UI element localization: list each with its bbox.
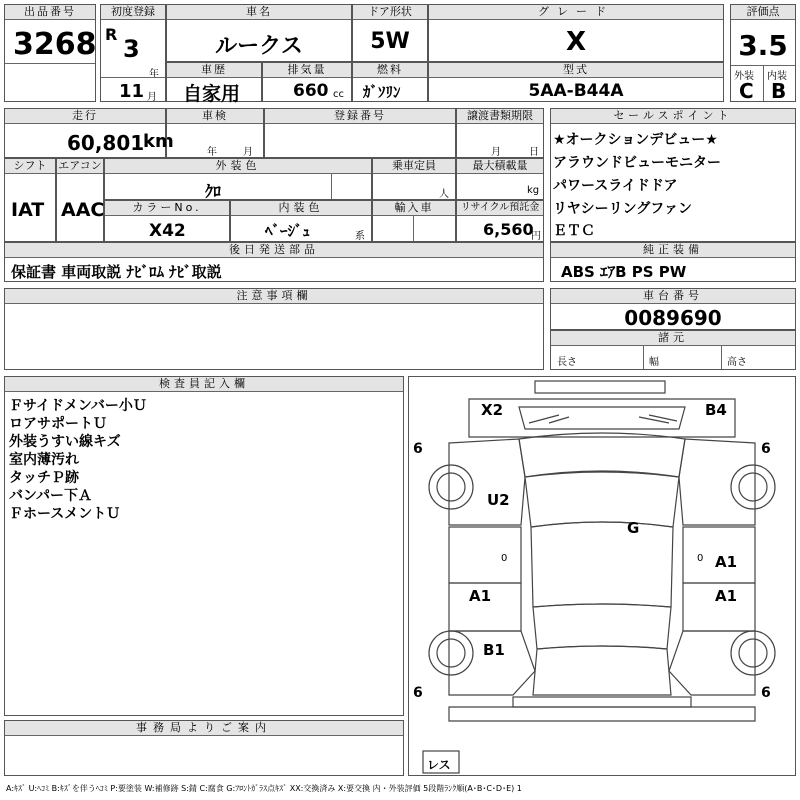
- model-value: 5AA-B44A: [528, 81, 624, 101]
- transfer-label: 譲渡書類期限: [457, 109, 543, 124]
- mileage-value: 60,801: [67, 131, 145, 155]
- dims-label: 諸元: [551, 331, 795, 346]
- inspection-month-unit: 月: [243, 147, 253, 158]
- reg-no-label: 登録番号: [265, 109, 455, 124]
- damage-mark: A1: [715, 587, 738, 605]
- fuel-label: 燃料: [353, 63, 427, 78]
- tire-tread-fr: 6: [761, 441, 771, 457]
- fuel-box: [352, 62, 428, 102]
- shift-box: [4, 158, 56, 242]
- sales-point-item: ★オークションデビュー★: [553, 132, 718, 148]
- color-no-value: X42: [149, 221, 186, 241]
- color-no-label: カラーNo.: [105, 201, 229, 216]
- model-box: [428, 62, 724, 102]
- equipment-value: ABS ｴｱB PS PW: [561, 263, 687, 281]
- first-reg-year-unit: 年: [149, 69, 159, 80]
- chassis-value: 0089690: [624, 306, 722, 330]
- grade-label: グレード: [429, 5, 723, 20]
- damage-mark: X2: [481, 401, 504, 419]
- chassis-box: [550, 288, 796, 330]
- sales-point-item: アラウンドビューモニター: [553, 155, 721, 171]
- import-label: 輸入車: [373, 201, 455, 216]
- model-label: 型式: [429, 63, 723, 78]
- notes-box: [4, 288, 544, 370]
- history-label: 車歴: [167, 63, 261, 78]
- recycle-unit: 円: [531, 231, 541, 242]
- ac-label: エアコン: [58, 159, 102, 172]
- equipment-box: [550, 242, 796, 282]
- car-outline-diagram: [409, 377, 795, 775]
- inspector-line: 外装うすい線キズ: [9, 434, 121, 450]
- chassis-label: 車台番号: [551, 289, 795, 304]
- legend: A:ｷｽﾞ U:ﾍｺﾐ B:ｷｽﾞを伴うﾍｺﾐ P:要塗装 W:補修跡 S:錆 C:腐食 G:ﾌﾛﾝﾄｶﾞﾗｽ点ｷｽﾞ XX:交換済み X:要交換 内・外装評価 5段階ﾗﾝｸ順(A･B･C･D･E) 1: [6, 784, 522, 793]
- equipment-label: 純正装備: [551, 243, 795, 258]
- inspection-label: 車検: [167, 109, 263, 124]
- ac-value: AAC: [61, 199, 105, 221]
- car-name-box: [166, 4, 352, 62]
- damage-mark: A1: [715, 553, 738, 571]
- door-box: [352, 4, 428, 62]
- later-parts-box: [4, 242, 544, 282]
- inspector-line: バンパー下Ａ: [9, 488, 93, 504]
- capacity-unit: 人: [439, 189, 449, 200]
- later-parts-value: 保証書 車両取説 ﾅﾋﾞﾛﾑ ﾅﾋﾞ取説: [11, 263, 222, 281]
- first-reg-label: 初度登録: [101, 5, 165, 20]
- displacement-box: [262, 62, 352, 102]
- office-box: [4, 720, 404, 776]
- int-score-label: 内装: [767, 71, 787, 82]
- int-score-value: B: [771, 79, 787, 103]
- transfer-box: [456, 108, 544, 158]
- spare-tire-status: レス: [427, 758, 451, 772]
- max-load-unit: kg: [527, 185, 540, 196]
- inspector-line: 室内薄汚れ: [9, 452, 79, 468]
- first-reg-month: 11: [119, 81, 145, 102]
- inspection-year-unit: 年: [207, 147, 217, 158]
- damage-mark: G: [627, 519, 640, 537]
- damage-mark: U2: [487, 491, 510, 509]
- sales-point-item: ＥＴＣ: [553, 223, 595, 239]
- inspection-box: [166, 108, 264, 158]
- lot-number: 3268: [13, 27, 97, 62]
- shift-value: IAT: [11, 199, 45, 221]
- recycle-value: 6,560: [483, 220, 534, 239]
- shift-label: シフト: [5, 159, 55, 174]
- ac-box: [56, 158, 104, 242]
- tire-tread-fl: 6: [413, 441, 423, 457]
- damage-mark: 0: [697, 553, 704, 564]
- inspector-line: タッチＰ跡: [9, 470, 79, 486]
- int-color-suffix: 系: [355, 231, 365, 242]
- int-color-box: [230, 200, 372, 242]
- damage-mark: B4: [705, 401, 727, 419]
- inspector-line: Ｆサイドメンバー小Ｕ: [9, 398, 147, 414]
- damage-mark: B1: [483, 641, 505, 659]
- history-value: 自家用: [183, 83, 241, 105]
- first-reg-year: 3: [123, 35, 140, 63]
- score-box: [730, 4, 796, 102]
- reg-no-box: [264, 108, 456, 158]
- notes-label: 注意事項欄: [5, 289, 543, 304]
- capacity-box: [372, 158, 456, 200]
- car-name-label: 車名: [167, 5, 351, 20]
- inspector-box: [4, 376, 404, 716]
- recycle-label: リサイクル預託金: [457, 201, 543, 216]
- max-load-box: [456, 158, 544, 200]
- score-label: 評価点: [731, 5, 795, 20]
- later-parts-label: 後日発送部品: [5, 243, 543, 258]
- damage-mark: 0: [501, 553, 508, 564]
- first-reg-era: R: [105, 25, 118, 44]
- first-reg-box: [100, 4, 166, 102]
- ext-color-box: [104, 158, 372, 200]
- displacement-label: 排気量: [263, 63, 351, 78]
- sales-point-item: パワースライドドア: [553, 178, 678, 194]
- damage-mark: A1: [469, 587, 492, 605]
- lot-label: 出品番号: [5, 5, 95, 20]
- sales-point-item: リヤシーリングファン: [553, 201, 693, 217]
- recycle-box: [456, 200, 544, 242]
- car-diagram: [408, 376, 796, 776]
- door-value: 5W: [370, 29, 410, 54]
- office-label: 事務局よりご案内: [5, 721, 403, 736]
- first-reg-month-unit: 月: [147, 92, 157, 103]
- dims-box: [550, 330, 796, 370]
- inspector-line: ロアサポートＵ: [9, 416, 107, 432]
- int-color-value: ﾍﾞｰｼﾞｭ: [265, 222, 311, 240]
- transfer-day-unit: 日: [529, 147, 539, 158]
- mileage-unit: km: [143, 131, 174, 152]
- grade-value: X: [565, 27, 587, 57]
- grade-box: [428, 4, 724, 62]
- ext-score-value: C: [739, 79, 754, 103]
- inspector-line: ＦホースメントＵ: [9, 506, 121, 522]
- max-load-label: 最大積載量: [457, 159, 543, 174]
- displacement-value: 660: [293, 81, 329, 101]
- dims-height: 高さ: [727, 357, 747, 368]
- ext-score-label: 外装: [734, 71, 754, 82]
- int-color-label: 内装色: [231, 201, 371, 216]
- dims-width: 幅: [649, 357, 659, 368]
- ext-color-label: 外装色: [105, 159, 371, 174]
- import-box: [372, 200, 456, 242]
- displacement-unit: cc: [333, 89, 344, 100]
- capacity-label: 乗車定員: [373, 159, 455, 174]
- mileage-box: [4, 108, 174, 158]
- color-no-box: [104, 200, 230, 242]
- lot-box: [4, 4, 96, 102]
- sales-points-box: [550, 108, 796, 242]
- inspector-label: 検査員記入欄: [5, 377, 403, 392]
- door-label: ドア形状: [353, 5, 427, 20]
- mileage-label: 走行: [5, 109, 165, 124]
- dims-length: 長さ: [557, 357, 577, 368]
- fuel-value: ｶﾞｿﾘﾝ: [363, 83, 401, 101]
- history-box: [166, 62, 262, 105]
- score-value: 3.5: [738, 29, 788, 62]
- ext-color-value: ｸﾛ: [205, 182, 222, 201]
- sales-points-label: セールスポイント: [551, 109, 795, 124]
- tire-tread-rl: 6: [413, 685, 423, 701]
- car-name-value: ルークス: [215, 34, 303, 59]
- tire-tread-rr: 6: [761, 685, 771, 701]
- transfer-month-unit: 月: [491, 147, 501, 158]
